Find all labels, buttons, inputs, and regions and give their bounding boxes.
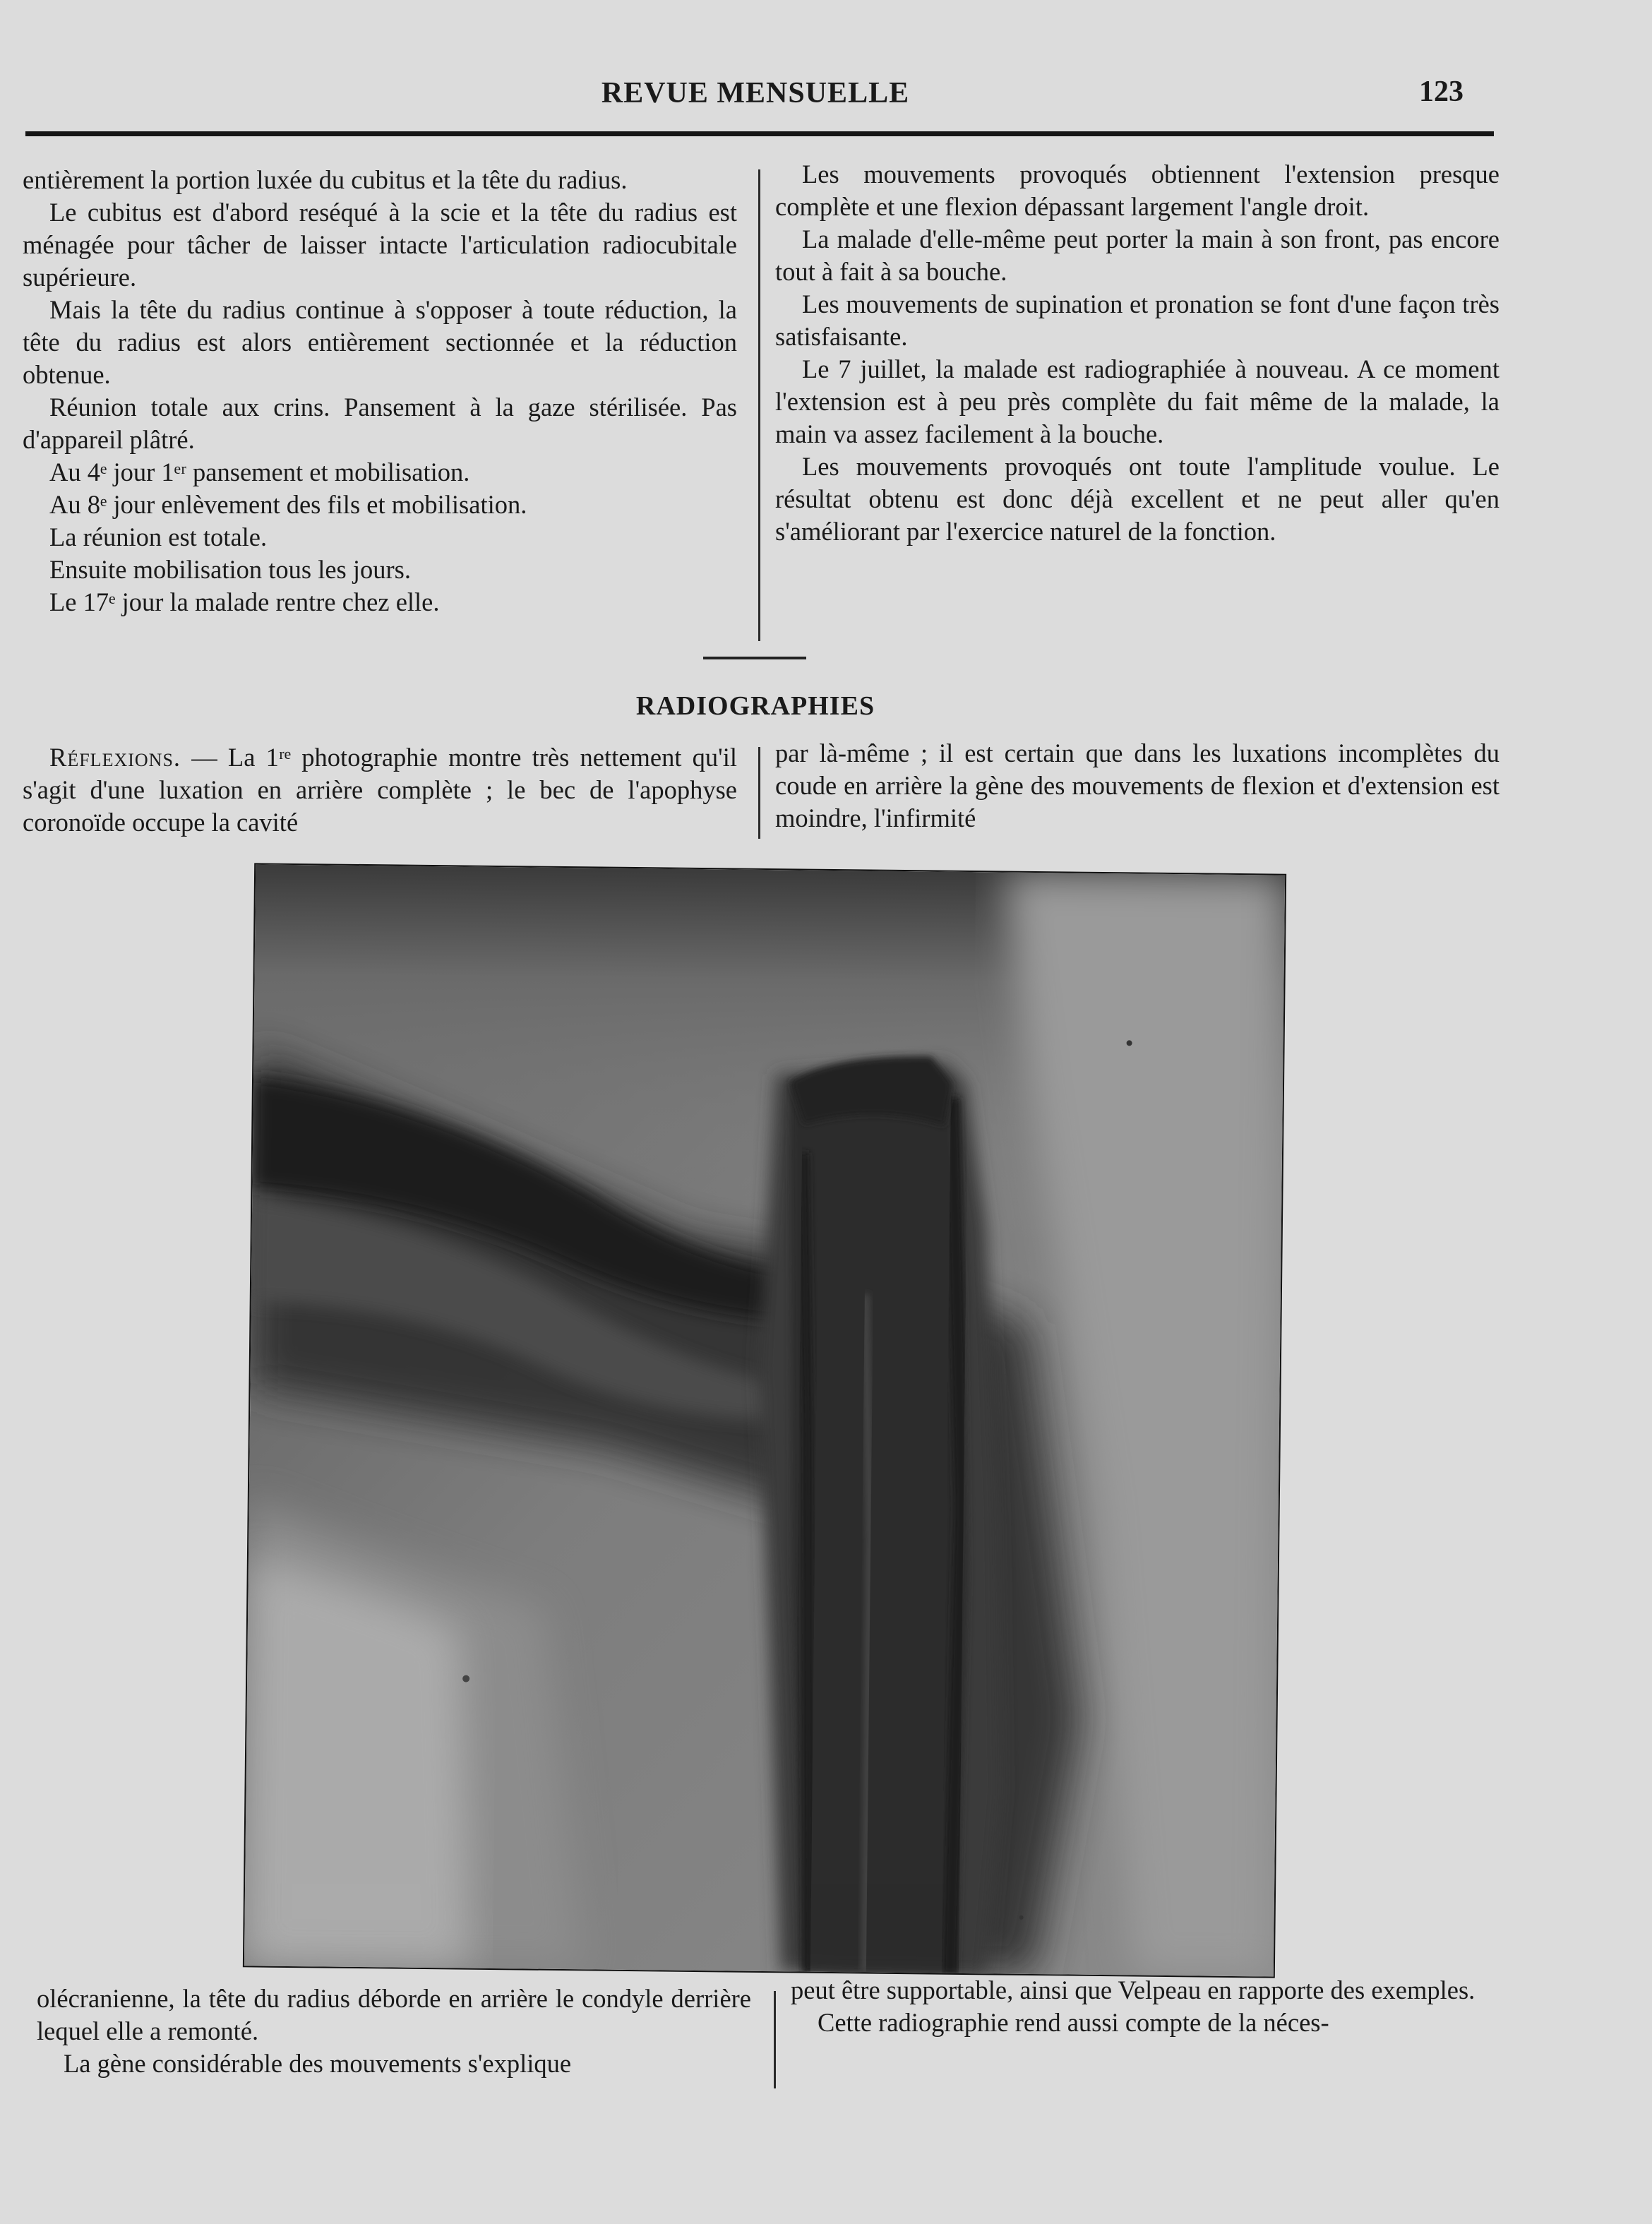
paragraph: Le cubitus est d'abord reséqué à la scie et la tête du radius est ménagée pour tâcher de laisser intacte l'articulation radiocubitale supérieure. [23, 198, 737, 292]
paragraph: Mais la tête du radius continue à s'opposer à toute réduction, la tête du radius est alors entièrement sectionnée et la réduction obtenue. [23, 295, 737, 389]
right-column-mid [775, 737, 1500, 835]
right-column-top [775, 158, 1500, 548]
paragraph: Ensuite mobilisation tous les jours. [49, 555, 411, 584]
reflexions-text: — La 1ʳᵉ photographie montre très nettement qu'il s'agit d'une luxation en arrière complète ; le bec de l'apophyse coronoïde occupe la cavité [23, 743, 737, 837]
radiograph-image [244, 864, 1285, 1976]
paragraph: Au 8ᵉ jour enlèvement des fils et mobilisation. [49, 490, 527, 519]
paragraph: peut être supportable, ainsi que Velpeau en rapporte des exemples. [791, 1975, 1476, 2004]
right-column-bottom [791, 1974, 1515, 2039]
paragraph: La malade d'elle-même peut porter la main à son front, pas encore tout à fait à sa bouche. [775, 225, 1500, 286]
section-divider [703, 657, 806, 659]
paragraph: La réunion est totale. [49, 522, 268, 551]
page-number: 123 [1419, 76, 1464, 108]
running-header: REVUE MENSUELLE [601, 77, 910, 109]
paragraph: par là-même ; il est certain que dans les luxations incomplètes du coude en arrière la gène des mouvements de flexion et d'extension est moindre, l'infirmité [775, 739, 1500, 832]
radiograph-figure [243, 863, 1286, 1978]
paragraph: Réunion totale aux crins. Pansement à la gaze stérilisée. Pas d'appareil plâtré. [23, 393, 737, 454]
left-column-bottom [37, 1983, 751, 2080]
column-rule [774, 1991, 776, 2088]
header-rule [25, 131, 1494, 136]
paragraph: Au 4ᵉ jour 1ᵉʳ pansement et mobilisation. [49, 458, 470, 486]
paragraph: olécranienne, la tête du radius déborde en arrière le condyle derrière lequel elle a remonté. [37, 1984, 751, 2045]
paragraph: Le 7 juillet, la malade est radiographiée à nouveau. A ce moment l'extension est à peu près complète du fait même de la malade, la main va assez facilement à la bouche. [775, 354, 1500, 448]
reflexions-lead: Réflexions. [49, 743, 181, 772]
left-column-mid [23, 741, 737, 839]
left-column-top [23, 164, 737, 618]
paragraph: Le 17ᵉ jour la malade rentre chez elle. [49, 587, 440, 616]
paragraph: entièrement la portion luxée du cubitus et la tête du radius. [23, 165, 628, 194]
paragraph: Les mouvements provoqués obtiennent l'extension presque complète et une flexion dépassant largement l'angle droit. [775, 160, 1500, 221]
paragraph: La gène considérable des mouvements s'explique [64, 2049, 572, 2078]
paragraph: Les mouvements provoqués ont toute l'amplitude voulue. Le résultat obtenu est donc déjà excellent et ne peut aller qu'en s'améliorant par l'exercice naturel de la fonction. [775, 452, 1500, 546]
section-title: RADIOGRAPHIES [635, 691, 875, 721]
column-rule [758, 169, 760, 641]
column-rule [758, 747, 760, 839]
paragraph: Cette radiographie rend aussi compte de la néces- [818, 2008, 1329, 2037]
paragraph: Les mouvements de supination et pronation se font d'une façon très satisfaisante. [775, 289, 1500, 351]
